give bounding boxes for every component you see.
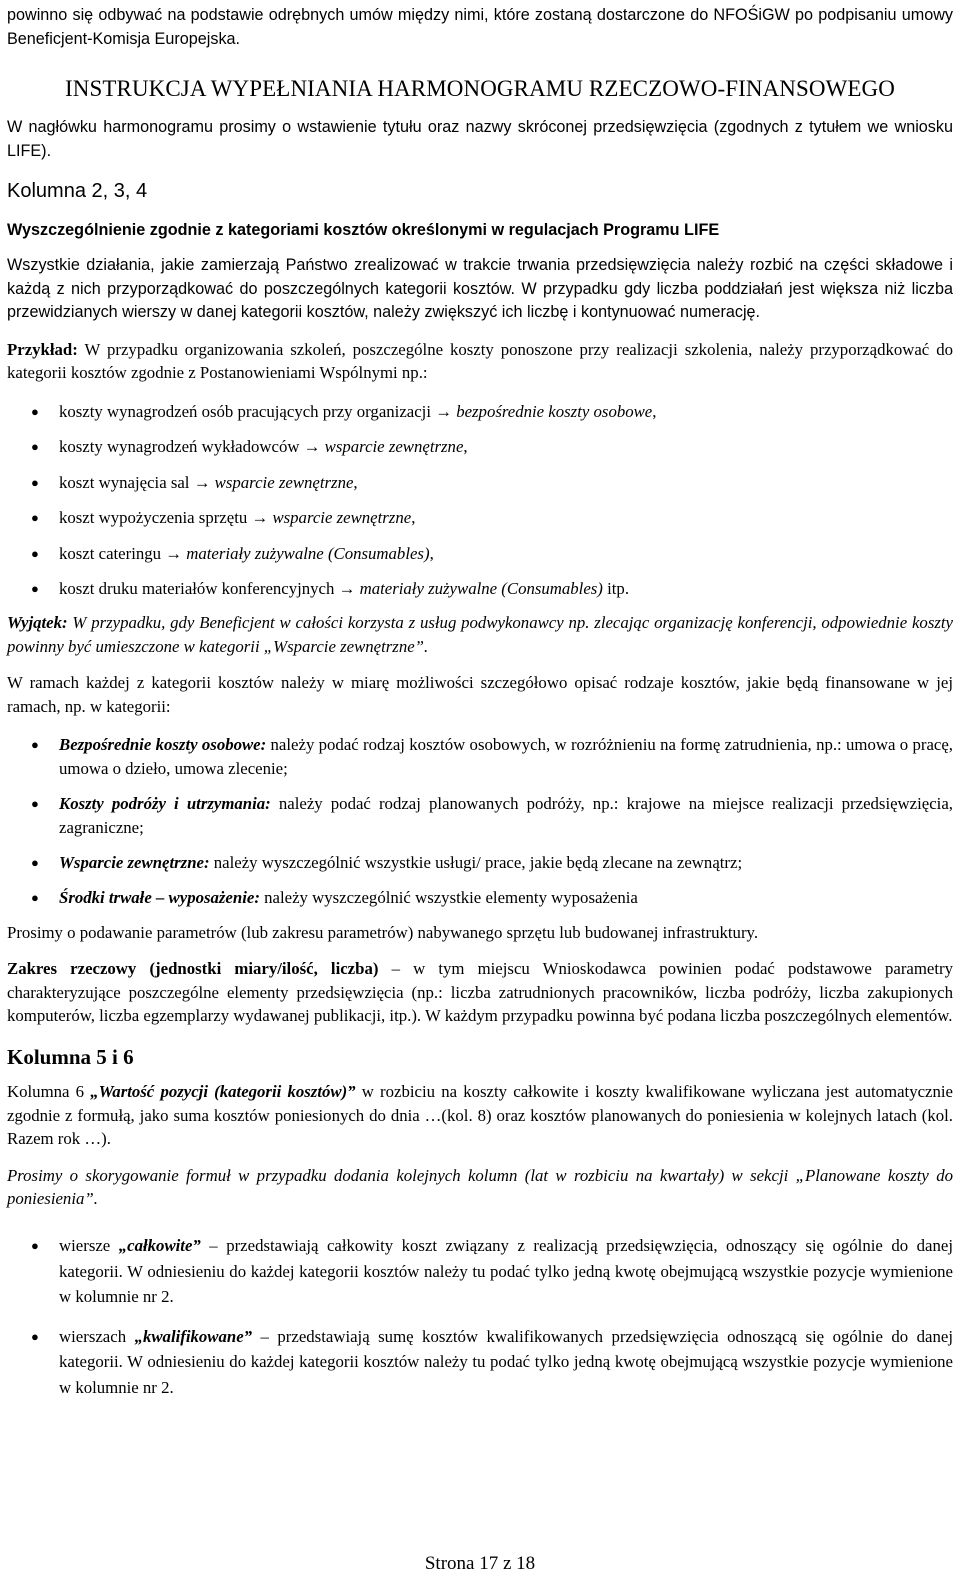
bullet-icon: ● xyxy=(31,439,39,455)
categories-intro: W ramach każdej z kategorii kosztów należy w miarę możliwości szczegółowo opisać rodzaje kosztów, jakie będą finansowane w jej ramach, np. w kategorii: xyxy=(7,673,953,717)
bullet-icon: ● xyxy=(31,889,39,905)
bullet-icon: ● xyxy=(31,854,39,870)
arrow-icon: → xyxy=(165,543,183,563)
exception-text: W przypadku, gdy Beneficjent w całości korzysta z usług podwykonawcy np. zlecając organizację konferencji, odpowiednie koszty powinny być umieszczone w kategorii „Wsparcie zewnętrzne”. xyxy=(7,613,953,656)
cost-category-list xyxy=(7,733,953,910)
page-title: INSTRUKCJA WYPEŁNIANIA HARMONOGRAMU RZECZOWO-FINANSOWEGO xyxy=(65,76,895,102)
list-item: ● Koszty podróży i utrzymania: należy podać rodzaj planowanych podróży, np.: krajowe na miejsce realizacji przedsięwzięcia, zagraniczne; xyxy=(31,793,953,837)
bullet-icon: ● xyxy=(31,403,39,419)
bullet-icon: ● xyxy=(31,510,39,526)
parameters-note: Prosimy o podawanie parametrów (lub zakresu parametrów) nabywanego sprzętu lub budowanej infrastruktury. xyxy=(7,922,759,942)
arrow-icon: → xyxy=(303,437,321,457)
list-item: ● Środki trwałe – wyposażenie: należy wyszczególnić wszystkie elementy wyposażenia xyxy=(7,886,953,910)
list-item: ● Bezpośrednie koszty osobowe: należy podać rodzaj kosztów osobowych, w rozróżnieniu na formę zatrudnienia, np.: umowa o pracę, umowa o dzieło, umowa zlecenie; xyxy=(31,734,953,778)
bullet-icon: ● xyxy=(31,580,39,596)
bullet-icon: ● xyxy=(31,736,39,752)
list-item: ● wiersze „całkowite” – przedstawiają całkowity koszt związany z realizacją przedsięwzięcia, odnoszący się ogólnie do danej kategorii. W odniesieniu do każdej kategorii kosztów należy tu podać tylko jedną kwotę obejmującą wszystkie pozycje wymienione w kolumnie nr 2. xyxy=(7,1233,953,1310)
list-item: ● wierszach „kwalifikowane” – przedstawiają sumę kosztów kwalifikowanych przedsięwzięcia odnoszącą się ogólnie do danej kategorii. W odniesieniu do każdej kategorii kosztów należy tu podać tylko jedną kwotę obejmującą wszystkie pozycje wymienione w kolumnie nr 2. xyxy=(7,1324,953,1401)
bullet-icon: ● xyxy=(31,474,39,490)
scope-label: Zakres rzeczowy (jednostki miary/ilość, liczba) xyxy=(7,959,379,979)
section-subheading-k234: Wyszczególnienie zgodnie z kategoriami kosztów określonymi w regulacjach Programu LIFE xyxy=(7,221,720,240)
bullet-icon: ● xyxy=(31,1328,39,1344)
arrow-icon: → xyxy=(435,401,452,421)
list-item: ● koszt druku materiałów konferencyjnych → materiały zużywalne (Consumables) itp. xyxy=(31,578,630,598)
section-heading-k56: Kolumna 5 i 6 xyxy=(7,1045,134,1070)
document-page xyxy=(7,4,953,1414)
scope-paragraph: Zakres rzeczowy (jednostki miary/ilość, liczba) – w tym miejscu Wnioskodawca powinien podać podstawowe parametry charakteryzujące poszczególne elementy przedsięwzięcia (np.: liczba zatrudnionych pracowników, liczba podróży, liczba zakupionych komputerów, liczba egzemplarzy wydawanej publikacji, itp.). W każdym przypadku powinna być podana liczba poszczególnych elementów. xyxy=(7,959,954,1026)
list-item: ● koszty wynagrodzeń wykładowców → wsparcie zewnętrzne, xyxy=(31,437,468,457)
intro-fragment: powinno się odbywać na podstawie odrębnych umów między nimi, które zostaną dostarczone do NFOŚiGW po podpisaniu umowy Beneficjent-Komisja Europejska. xyxy=(7,6,953,48)
row-types-list xyxy=(7,1233,953,1400)
activities-paragraph: Wszystkie działania, jakie zamierzają Państwo zrealizować w trakcie trwania przedsięwzięcia należy rozbić na części składowe i każdą z nich przyporządkować do poszczególnych kategorii kosztów. W przypadku gdy liczba poddziałań jest większa niż liczba przewidzianych wierszy w danej kategorii kosztów, należy zwiększyć ich liczbę i kontynuować numerację. xyxy=(7,255,953,322)
list-item: ● koszt wynajęcia sal → wsparcie zewnętrzne, xyxy=(31,472,358,492)
arrow-icon: → xyxy=(193,472,211,492)
value-paragraph: Kolumna 6 „Wartość pozycji (kategorii kosztów)” w rozbiciu na koszty całkowite i koszty kwalifikowane wyliczana jest automatycznie zgodnie z formułą, jako suma kosztów poniesionych do dnia …(kol. 8) oraz kosztów planowanych do poniesienia w kolejnych latach (kol. Razem rok …). xyxy=(7,1082,953,1149)
bullet-icon: ● xyxy=(31,795,39,811)
example-text: W przypadku organizowania szkoleń, poszczególne koszty ponoszone przy realizacji szkolenia, należy przyporządkować do kategorii kosztów zgodnie z Postanowieniami Wspólnymi np.: xyxy=(7,339,953,383)
arrow-icon: → xyxy=(251,508,269,528)
list-item: ● koszt wypożyczenia sprzętu → wsparcie zewnętrzne, xyxy=(31,508,416,528)
bullet-icon: ● xyxy=(31,1238,39,1253)
exception-paragraph xyxy=(7,611,953,658)
header-instruction: W nagłówku harmonogramu prosimy o wstawienie tytułu oraz nazwy skróconej przedsięwzięcia (zgodnych z tytułem we wniosku LIFE). xyxy=(7,118,953,160)
example-label: Przykład: xyxy=(7,339,78,359)
example-cost-list xyxy=(7,401,953,599)
page-footer: Strona 17 z 18 xyxy=(424,1553,536,1574)
formula-note: Prosimy o skorygowanie formuł w przypadku dodania kolejnych kolumn (lat w rozbiciu na kwartały) w sekcji „Planowane koszty do poniesienia”. xyxy=(7,1165,953,1209)
list-item: ● Wsparcie zewnętrzne: należy wyszczególnić wszystkie usługi/ prace, jakie będą zlecane na zewnątrz; xyxy=(7,851,953,875)
section-heading-k234: Kolumna 2, 3, 4 xyxy=(7,180,148,203)
list-item: ● koszty wynagrodzeń osób pracujących przy organizacji → bezpośrednie koszty osobowe, xyxy=(31,401,657,421)
list-item: ● koszt cateringu → materiały zużywalne (Consumables), xyxy=(31,543,434,563)
exception-label: Wyjątek: xyxy=(7,613,68,633)
bullet-icon: ● xyxy=(31,545,39,561)
example-paragraph xyxy=(7,338,953,385)
arrow-icon: → xyxy=(338,578,356,598)
